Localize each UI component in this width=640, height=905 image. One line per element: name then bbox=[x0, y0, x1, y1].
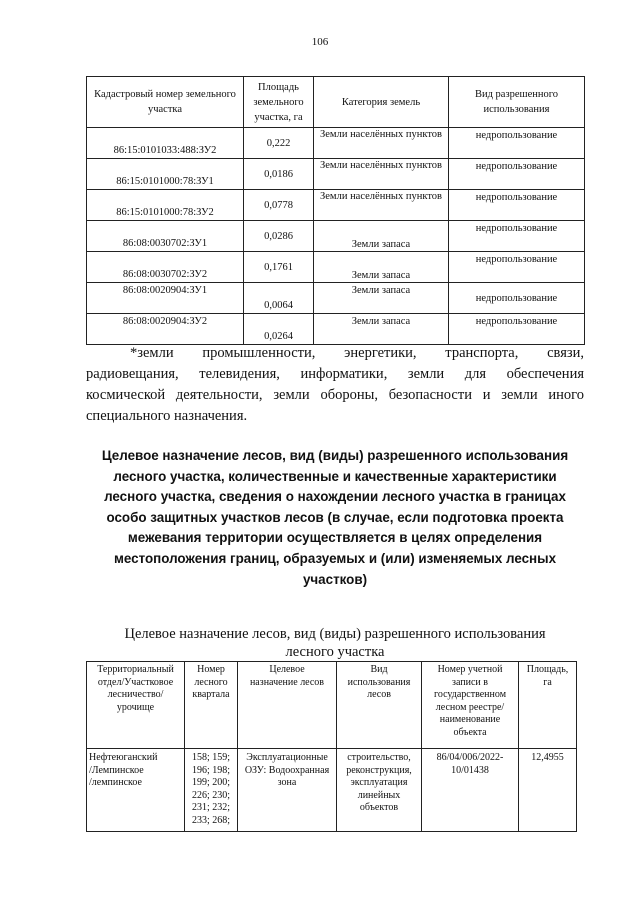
header-line: Целевое bbox=[269, 664, 305, 675]
heading-line: особо защитных участков лесов (в случае, если подготовка проекта bbox=[106, 509, 564, 525]
cell-area: 0,0186 bbox=[244, 159, 314, 190]
cell-line: 196; 198; bbox=[191, 764, 231, 776]
cell-use: недропользование bbox=[449, 252, 585, 283]
table-row bbox=[87, 159, 585, 190]
header-quarter bbox=[185, 662, 238, 749]
cell-area: 0,1761 bbox=[244, 252, 314, 283]
header-area: Площадь земельного участка, га bbox=[244, 77, 314, 128]
table-row bbox=[87, 252, 585, 283]
header-line: лесов bbox=[367, 689, 391, 700]
table-row bbox=[87, 221, 585, 252]
table-row bbox=[87, 128, 585, 159]
cell-category: Земли запаса bbox=[314, 221, 449, 252]
header-line: объекта bbox=[453, 726, 487, 738]
forest-use-table bbox=[86, 661, 577, 832]
cell-line: /Лемпинское bbox=[89, 764, 144, 776]
heading-line: местоположения границ, образуемых и (или) изменяемых лесных bbox=[113, 550, 557, 566]
cell-category: Земли населённых пунктов bbox=[314, 159, 449, 190]
header-cadastral: Кадастровый номер земельного участка bbox=[87, 77, 244, 128]
cell-use: недропользование bbox=[449, 283, 585, 314]
header-division bbox=[87, 662, 185, 749]
header-category: Категория земель bbox=[314, 77, 449, 128]
title-line: Целевое назначение лесов, вид (виды) разрешенного использования bbox=[124, 626, 546, 642]
table-row bbox=[87, 190, 585, 221]
table-header-row bbox=[87, 77, 585, 128]
table-header-row bbox=[87, 662, 577, 749]
heading-line: лесного участка, сведения о нахождении лесного участка в границах bbox=[104, 489, 566, 505]
cell-category: Земли запаса bbox=[314, 283, 449, 314]
cell-line: 199; 200; bbox=[191, 777, 231, 788]
cell-line: линейных bbox=[357, 789, 401, 801]
cell-line: 158; 159; bbox=[191, 752, 231, 763]
cell-line: строительство, bbox=[347, 752, 411, 763]
heading-line: Целевое назначение лесов, вид (виды) разрешенного использования bbox=[101, 448, 569, 463]
header-use: Вид разрешенного использования bbox=[449, 77, 585, 128]
cell-cadastral: 86:15:0101000:78:ЗУ1 bbox=[87, 159, 244, 190]
header-line: урочище bbox=[116, 701, 155, 713]
header-use bbox=[337, 662, 422, 749]
cell-area: 0,0064 bbox=[244, 283, 314, 314]
cell-use: недропользование bbox=[449, 190, 585, 221]
cell-record bbox=[422, 749, 519, 832]
cell-use: недропользование bbox=[449, 221, 585, 252]
header-line: Номер bbox=[197, 664, 225, 675]
cell-line: /лемпинское bbox=[89, 777, 142, 788]
footnote bbox=[86, 343, 584, 427]
cell-category: Земли населённых пунктов bbox=[314, 128, 449, 159]
header-record bbox=[422, 662, 519, 749]
cell-area: 0,0778 bbox=[244, 190, 314, 221]
header-purpose bbox=[238, 662, 337, 749]
cell-area: 0,0286 bbox=[244, 221, 314, 252]
cell-cadastral: 86:08:0030702:ЗУ2 bbox=[87, 252, 244, 283]
cell-cadastral: 86:08:0030702:ЗУ1 bbox=[87, 221, 244, 252]
cell-cadastral: 86:08:0020904:ЗУ2 bbox=[87, 314, 244, 345]
cell-category: Земли запаса bbox=[314, 314, 449, 345]
cell-division bbox=[87, 749, 185, 832]
cell-cadastral: 86:08:0020904:ЗУ1 bbox=[87, 283, 244, 314]
cell-use: недропользование bbox=[449, 128, 585, 159]
header-line: лесном реестре/ bbox=[435, 701, 505, 713]
table-row bbox=[87, 314, 585, 345]
footnote-line: космической деятельности, земли обороны, безопасности и земли иного bbox=[86, 387, 584, 403]
heading-line: участков) bbox=[302, 571, 368, 587]
cell-line: реконструкция, bbox=[346, 764, 412, 776]
header-line: Номер учетной bbox=[437, 664, 503, 675]
header-line: назначение лесов bbox=[249, 676, 325, 688]
table-row bbox=[87, 283, 585, 314]
cell-line: Эксплуатационные bbox=[246, 752, 328, 763]
cell-line: 86/04/006/2022- bbox=[436, 752, 504, 763]
header-line: лесничество/ bbox=[107, 689, 164, 700]
header-area bbox=[519, 662, 577, 749]
title-line: лесного участка bbox=[285, 644, 385, 660]
header-line: Площадь, bbox=[526, 664, 569, 675]
cell-line: эксплуатация bbox=[350, 777, 408, 788]
cell-line: 10/01438 bbox=[451, 764, 489, 776]
heading-line: лесного участка, количественные и качественные характеристики bbox=[113, 468, 557, 484]
cell-cadastral: 86:15:0101000:78:ЗУ2 bbox=[87, 190, 244, 221]
header-line: Вид bbox=[370, 664, 388, 675]
cell-cadastral: 86:15:0101033:488:ЗУ2 bbox=[87, 128, 244, 159]
cell-use: недропользование bbox=[449, 314, 585, 345]
header-line: государственном bbox=[433, 689, 507, 700]
page-number: 106 bbox=[311, 36, 329, 48]
header-line: квартала bbox=[192, 689, 230, 700]
cell-category: Земли населённых пунктов bbox=[314, 190, 449, 221]
cell-use: недропользование bbox=[449, 159, 585, 190]
heading-line: межевания территории осуществляется в целях определения bbox=[127, 530, 543, 546]
header-line: использования bbox=[347, 676, 411, 688]
cell-line: 233; 268; bbox=[191, 814, 231, 826]
header-line: лесного bbox=[194, 676, 228, 688]
land-plots-table bbox=[86, 76, 585, 345]
cell-category: Земли запаса bbox=[314, 252, 449, 283]
cell-line: ОЗУ: Водоохранная bbox=[244, 764, 330, 776]
header-line: отдел/Участковое bbox=[97, 676, 174, 688]
cell-area: 0,0264 bbox=[244, 314, 314, 345]
footnote-line: *земли промышленности, энергетики, транспорта, связи, bbox=[130, 345, 584, 361]
header-line: наименование bbox=[439, 714, 501, 725]
cell-area: 0,222 bbox=[244, 128, 314, 159]
cell-line: 231; 232; bbox=[191, 802, 231, 813]
header-line: Территориальный bbox=[97, 664, 174, 675]
cell-purpose bbox=[238, 749, 337, 832]
cell-area: 12,4955 bbox=[519, 749, 577, 832]
header-line: га bbox=[543, 676, 552, 688]
header-line: записи в bbox=[452, 676, 488, 688]
cell-line: 226; 230; bbox=[191, 789, 231, 801]
table-row bbox=[87, 749, 577, 832]
cell-use bbox=[337, 749, 422, 832]
cell-quarters bbox=[185, 749, 238, 832]
footnote-line: радиовещания, телевидения, информатики, земли для обеспечения bbox=[86, 366, 584, 382]
section-heading bbox=[86, 446, 584, 590]
footnote-line: специального назначения. bbox=[86, 408, 248, 424]
cell-line: объектов bbox=[359, 802, 399, 813]
table2-title bbox=[86, 625, 584, 661]
cell-line: Нефтеюганский bbox=[89, 752, 158, 763]
cell-line: зона bbox=[277, 777, 297, 788]
